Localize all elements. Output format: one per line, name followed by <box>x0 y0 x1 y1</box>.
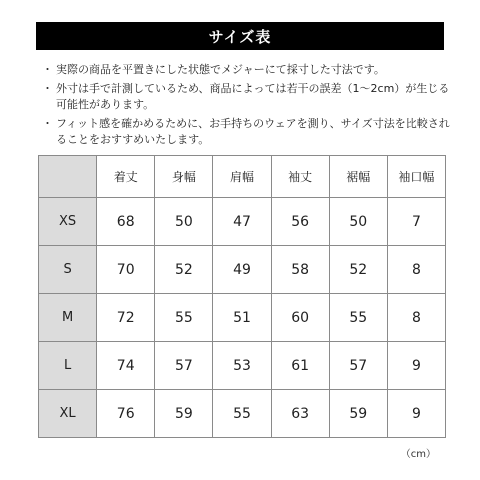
table-cell: 56 <box>271 198 329 246</box>
table-cell: 51 <box>213 294 271 342</box>
column-header-hem-width: 裾幅 <box>329 156 387 198</box>
size-table-header-row <box>39 156 446 198</box>
table-cell: 53 <box>213 342 271 390</box>
table-cell: 49 <box>213 246 271 294</box>
table-cell: 50 <box>155 198 213 246</box>
size-label: S <box>39 246 97 294</box>
measurement-notes <box>42 62 452 151</box>
table-cell: 9 <box>387 342 445 390</box>
table-row <box>39 294 446 342</box>
size-label: M <box>39 294 97 342</box>
unit-label: （cm） <box>400 449 436 460</box>
table-cell: 59 <box>329 390 387 438</box>
column-header-cuff-width: 袖口幅 <box>387 156 445 198</box>
size-table <box>38 155 446 438</box>
table-cell: 74 <box>97 342 155 390</box>
table-cell: 8 <box>387 294 445 342</box>
table-cell: 59 <box>155 390 213 438</box>
table-cell: 76 <box>97 390 155 438</box>
table-row <box>39 198 446 246</box>
table-cell: 55 <box>213 390 271 438</box>
table-cell: 57 <box>155 342 213 390</box>
table-cell: 68 <box>97 198 155 246</box>
table-cell: 61 <box>271 342 329 390</box>
table-cell: 63 <box>271 390 329 438</box>
table-cell: 60 <box>271 294 329 342</box>
note-item: ・ フィット感を確かめるために、お手持ちのウェアを測り、サイズ寸法を比較されることをおすすめいたします。 <box>42 116 452 148</box>
table-cell: 72 <box>97 294 155 342</box>
table-row <box>39 246 446 294</box>
table-cell: 70 <box>97 246 155 294</box>
table-cell: 52 <box>329 246 387 294</box>
size-label: XL <box>39 390 97 438</box>
table-row <box>39 342 446 390</box>
column-header-sleeve-length: 袖丈 <box>271 156 329 198</box>
column-header-shoulder-width: 肩幅 <box>213 156 271 198</box>
table-row <box>39 390 446 438</box>
column-header-body-width: 身幅 <box>155 156 213 198</box>
table-cell: 47 <box>213 198 271 246</box>
size-chart-title: サイズ表 <box>208 27 272 46</box>
table-cell: 50 <box>329 198 387 246</box>
column-header-length: 着丈 <box>97 156 155 198</box>
table-cell: 55 <box>329 294 387 342</box>
size-chart-title-banner <box>36 22 444 50</box>
table-cell: 9 <box>387 390 445 438</box>
table-cell: 57 <box>329 342 387 390</box>
table-cell: 55 <box>155 294 213 342</box>
table-cell: 52 <box>155 246 213 294</box>
note-item: ・ 外寸は手で計測しているため、商品によっては若干の誤差（1～2cm）が生じる可能性があります。 <box>42 81 452 113</box>
size-label: XS <box>39 198 97 246</box>
size-label: L <box>39 342 97 390</box>
note-item: ・ 実際の商品を平置きにした状態でメジャーにて採寸した寸法です。 <box>42 62 452 78</box>
table-cell: 7 <box>387 198 445 246</box>
table-cell: 58 <box>271 246 329 294</box>
header-corner-cell <box>39 156 97 198</box>
table-cell: 8 <box>387 246 445 294</box>
